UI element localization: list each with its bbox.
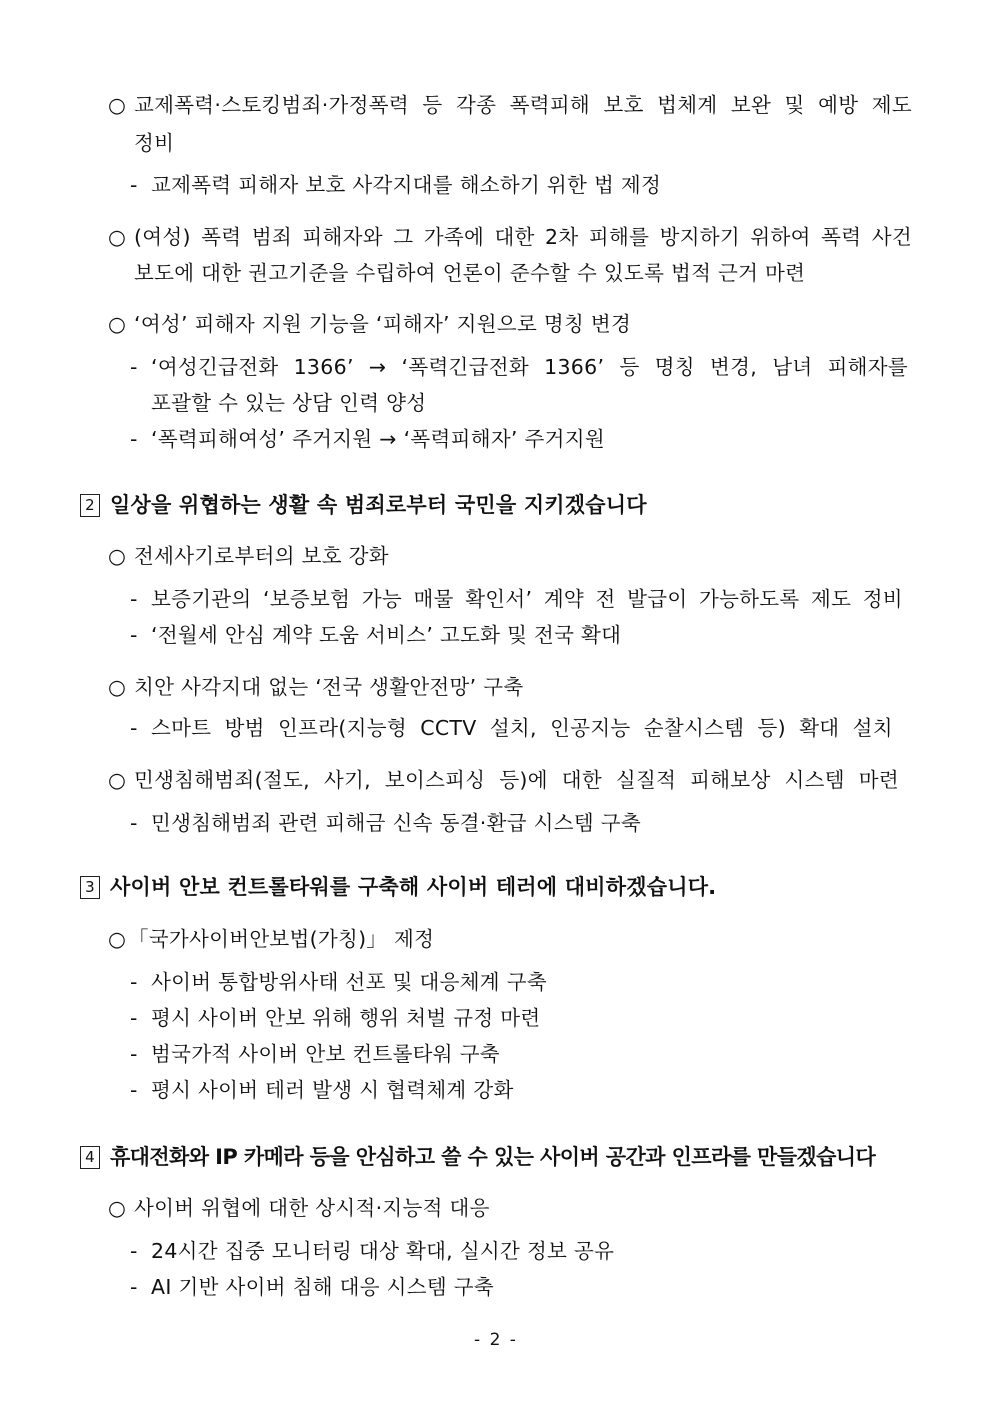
bullet-marker: ○ <box>108 93 127 117</box>
subitem-text: 24시간 집중 모니터링 대상 확대, 실시간 정보 공유 <box>151 1239 615 1263</box>
word: 전 <box>595 587 616 611</box>
item-text: 치안 사각지대 없는 ‘전국 생활안전망’ 구축 <box>134 675 524 699</box>
bullet-marker: ○ <box>108 1196 127 1220</box>
dash-marker: - <box>130 355 138 379</box>
subitem-text: 평시 사이버 안보 위해 행위 처벌 규정 마련 <box>151 1006 541 1030</box>
section-number-box: 4 <box>80 1146 100 1169</box>
word: 보이스피싱 <box>384 768 486 792</box>
subitem-text <box>151 584 903 614</box>
word: 1366’ <box>544 355 605 379</box>
section-number-box: 2 <box>80 494 100 517</box>
word: ‘보증보험 <box>263 587 351 611</box>
word: 방지하기 <box>659 225 741 249</box>
page-number: - 2 - <box>474 1330 518 1350</box>
word: 보완 <box>730 93 772 117</box>
section-heading <box>80 1142 912 1172</box>
bullet-marker: ○ <box>108 675 127 699</box>
subitem-text: 교제폭력 피해자 보호 사각지대를 해소하기 위한 법 제정 <box>151 173 662 197</box>
word: 설치 <box>852 716 893 740</box>
section-heading <box>80 490 647 520</box>
word: 순찰시스템 <box>643 716 745 740</box>
item-text <box>134 90 912 120</box>
word: 폭력 <box>821 225 862 249</box>
word: 폭력 <box>201 225 242 249</box>
bullet-marker: ○ <box>108 225 127 249</box>
bullet-marker: ○ <box>108 927 127 951</box>
word: 위하여 <box>750 225 811 249</box>
word: 사기, <box>323 768 371 792</box>
word: 설치, <box>489 716 537 740</box>
word: 마련 <box>858 768 899 792</box>
dash-marker: - <box>130 811 138 835</box>
word: 제도 <box>810 587 852 611</box>
item-text: 사이버 위협에 대한 상시적·지능적 대응 <box>134 1196 490 1220</box>
word: 정비 <box>862 587 903 611</box>
word: 피해자를 <box>827 355 908 379</box>
item-text: 전세사기로부터의 보호 강화 <box>134 544 389 568</box>
word: 가족에 <box>423 225 485 249</box>
section-heading <box>80 872 716 902</box>
word: 및 <box>784 93 805 117</box>
word: 대한 <box>561 768 602 792</box>
word: 교제폭력·스토킹범죄·가정폭력 <box>134 93 409 117</box>
word: 민생침해범죄(절도, <box>134 768 310 792</box>
word: 보호 <box>603 93 644 117</box>
word: 시스템 <box>784 768 845 792</box>
word: 등 <box>619 355 640 379</box>
dash-marker: - <box>130 1042 138 1066</box>
word: 발급이 <box>627 587 688 611</box>
dash-marker: - <box>130 587 138 611</box>
subitem-text: 범국가적 사이버 안보 컨트롤타워 구축 <box>151 1042 500 1066</box>
word: 방범 <box>224 716 265 740</box>
word: 등) <box>757 716 786 740</box>
bullet-marker: ○ <box>108 544 127 568</box>
item-text-continued: 보도에 대한 권고기준을 수립하여 언론이 준수할 수 있도록 법적 근거 마련 <box>134 261 806 285</box>
subitem-text: 민생침해범죄 관련 피해금 신속 동결·환급 시스템 구축 <box>151 811 641 835</box>
word: 법체계 <box>657 93 718 117</box>
dash-marker: - <box>130 970 138 994</box>
word: ‘폭력긴급전화 <box>401 355 529 379</box>
subitem-text-continued: 포괄할 수 있는 상담 인력 양성 <box>151 391 427 415</box>
item-text: 「국가사이버안보법(가칭)」 제정 <box>128 927 435 951</box>
word: 계약 <box>543 587 585 611</box>
word: 명칭 <box>654 355 695 379</box>
word: (여성) <box>134 225 191 249</box>
word: 2차 <box>545 225 579 249</box>
word: 가능 <box>361 587 402 611</box>
word: 확대 <box>799 716 840 740</box>
word: 확인서’ <box>465 587 533 611</box>
dash-marker: - <box>130 1078 138 1102</box>
dash-marker: - <box>130 173 138 197</box>
subitem-text: AI 기반 사이버 침해 대응 시스템 구축 <box>151 1275 495 1299</box>
dash-marker: - <box>130 1275 138 1299</box>
word: 변경, <box>710 355 758 379</box>
item-text <box>134 765 899 795</box>
dash-marker: - <box>130 623 138 647</box>
word: 등)에 <box>499 768 548 792</box>
word: 매물 <box>413 587 454 611</box>
subitem-text: 평시 사이버 테러 발생 시 협력체계 강화 <box>151 1078 514 1102</box>
word: 각종 <box>455 93 497 117</box>
word: 등 <box>422 93 443 117</box>
item-text: ‘여성’ 피해자 지원 기능을 ‘피해자’ 지원으로 명칭 변경 <box>134 312 632 336</box>
dash-marker: - <box>130 716 138 740</box>
word: 1366’ <box>293 355 354 379</box>
word: 범죄 <box>251 225 293 249</box>
word: 인공지능 <box>550 716 631 740</box>
word: ‘여성긴급전화 <box>151 355 279 379</box>
word: 피해보상 <box>690 768 771 792</box>
word: 피해자와 <box>302 225 383 249</box>
bullet-marker: ○ <box>108 768 127 792</box>
word: → <box>368 355 387 379</box>
word: CCTV <box>420 716 477 740</box>
subitem-text <box>151 352 908 382</box>
word: 제도 <box>871 93 912 117</box>
subitem-text <box>151 713 893 743</box>
word: 피해를 <box>588 225 650 249</box>
dash-marker: - <box>130 1239 138 1263</box>
word: 보증기관의 <box>151 587 252 611</box>
word: 대한 <box>494 225 535 249</box>
subitem-text: ‘전월세 안심 계약 도움 서비스’ 고도화 및 전국 확대 <box>151 623 622 647</box>
bullet-marker: ○ <box>108 312 127 336</box>
word: 가능하도록 <box>698 587 800 611</box>
word: 사건 <box>871 225 912 249</box>
word: 남녀 <box>772 355 813 379</box>
section-number-box: 3 <box>80 876 100 899</box>
subitem-text: 사이버 통합방위사태 선포 및 대응체계 구축 <box>151 970 547 994</box>
dash-marker: - <box>130 1006 138 1030</box>
word: 예방 <box>818 93 859 117</box>
dash-marker: - <box>130 427 138 451</box>
section-title: 일상을 위협하는 생활 속 범죄로부터 국민을 지키겠습니다 <box>110 493 647 517</box>
item-text-continued: 정비 <box>134 131 175 155</box>
section-title: 사이버 안보 컨트롤타워를 구축해 사이버 테러에 대비하겠습니다. <box>110 875 717 899</box>
word: 실질적 <box>615 768 677 792</box>
subitem-text: ‘폭력피해여성’ 주거지원 → ‘폭력피해자’ 주거지원 <box>151 427 605 451</box>
word: 그 <box>393 225 414 249</box>
word: 인프라(지능형 <box>278 716 407 740</box>
word: 폭력피해 <box>509 93 591 117</box>
word: 스마트 <box>151 716 212 740</box>
section-title: 휴대전화와 IP 카메라 등을 안심하고 쓸 수 있는 사이버 공간과 인프라를 만들겠습니다 <box>110 1145 876 1169</box>
item-text <box>134 222 912 252</box>
